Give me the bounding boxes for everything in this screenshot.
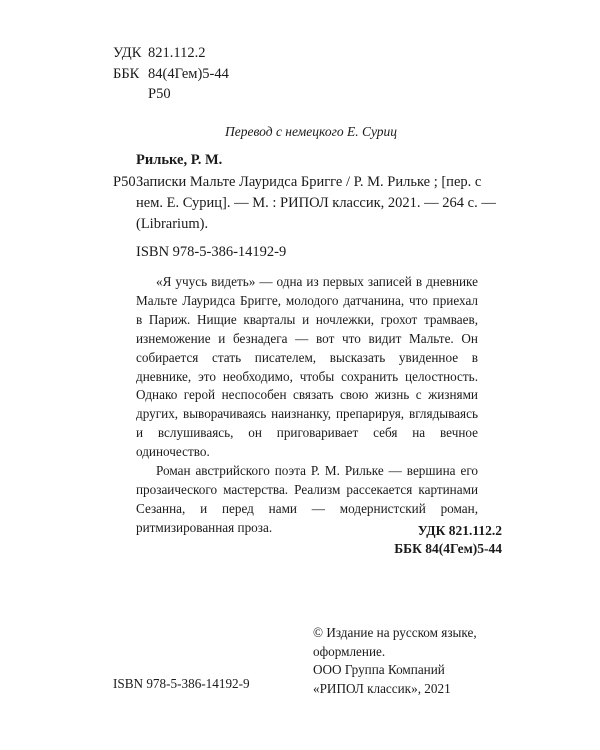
author-heading: Рильке, Р. М. [136,152,223,168]
bbk-value: 84(4Гем)5-44 [148,65,229,82]
copyright-line: ООО Группа Компаний «РИПОЛ классик», 2021 [313,662,451,696]
annotation [136,273,478,538]
classification-codes [113,43,229,105]
author-mark: Р50 [148,86,171,102]
bbk-label: ББК [113,65,140,82]
copyright-block [313,624,498,698]
author-mark-row [113,84,229,105]
udk-label: УДК [113,45,142,61]
udk-row [113,43,229,64]
annotation-paragraph: Роман австрийского поэта Р. М. Рильке — вершина его прозаического мастерства. Реализм рассекается картинами Сезанна, и перед нами — модернистский роман, ритмизированная проза. [136,463,478,535]
bibliographic-description: Записки Мальте Лауридса Бригге / Р. М. Рильке ; [пер. с нем. Е. Суриц]. — М. : РИПОЛ классик, 2021. — 264 с. — (Librarium). [136,174,496,232]
bbk-bold: ББК 84(4Гем)5-44 [394,541,502,556]
udk-value: 821.112.2 [148,45,206,61]
isbn: ISBN 978-5-386-14192-9 [136,244,287,260]
biblio-author-mark: Р50 [113,174,136,190]
copyright-line: © Издание на русском языке, оформление. [313,625,477,659]
translator-credit: Перевод с немецкого Е. Суриц [225,124,398,139]
isbn-bottom: ISBN 978-5-386-14192-9 [113,676,250,691]
annotation-paragraph: «Я учусь видеть» — одна из первых записей в дневнике Мальте Лауридса Бригге, молодого датчанина, что приехал в Париж. Нищие кварталы и ночлежки, грохот трамваев, изнеможение и безнадега — вот что видит Мальте. Он собирается стать писателем, высказать увиденное в дневнике, это необходимо, чтобы сохранить целостность. Однако герой неспособен связать свою жизнь с жизнями других, выворачиваясь наизнанку, препарируя, вглядываясь и вслушиваясь, он приговаривает себя на вечное одиночество. [136,274,478,460]
bbk-row [113,64,229,85]
udk-bold: УДК 821.112.2 [417,523,502,538]
